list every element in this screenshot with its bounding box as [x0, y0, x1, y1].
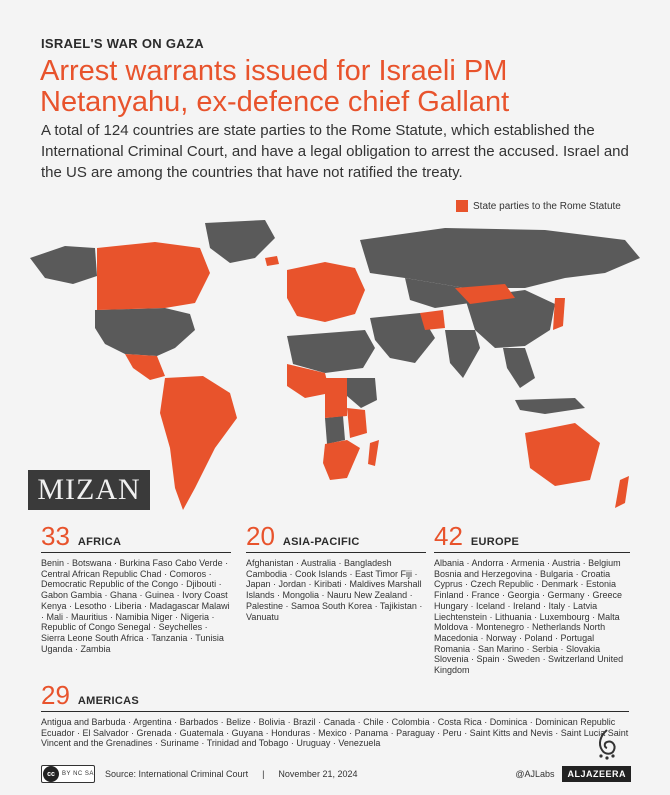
- europe: [287, 262, 365, 322]
- region-name: AFRICA: [77, 536, 122, 548]
- region-name: EUROPE: [470, 536, 520, 548]
- new-zealand: [615, 476, 629, 508]
- iceland: [265, 256, 279, 266]
- source-text: Source: International Criminal Court: [105, 769, 249, 779]
- east-africa: [347, 408, 367, 438]
- madagascar: [368, 440, 379, 466]
- alaska: [30, 246, 97, 284]
- separator: |: [262, 769, 265, 779]
- divider: [246, 552, 426, 553]
- aljazeera-logo-icon: [594, 728, 620, 762]
- divider: [434, 552, 630, 553]
- cc-license-text: BY NC SA: [62, 771, 94, 777]
- date-text: November 21, 2024: [278, 769, 358, 779]
- kicker: ISRAEL'S WAR ON GAZA: [41, 36, 204, 51]
- russia: [360, 228, 640, 288]
- region-count: 33: [41, 521, 70, 551]
- southeast-asia: [503, 348, 535, 388]
- divider: [41, 711, 629, 712]
- legend-label: State parties to the Rome Statute: [473, 200, 621, 212]
- cc-icon: cc: [43, 766, 59, 782]
- indonesia: [515, 398, 585, 414]
- mexico: [125, 354, 165, 380]
- canada: [97, 242, 210, 310]
- region-asia-pacific: [246, 523, 426, 622]
- region-africa: [41, 523, 231, 654]
- usa: [95, 308, 195, 356]
- creative-commons-badge: [41, 765, 95, 783]
- region-name: AMERICAS: [77, 695, 139, 707]
- region-name: ASIA-PACIFIC: [282, 536, 360, 548]
- region-europe: [434, 523, 630, 676]
- japan: [553, 298, 565, 330]
- subtitle: A total of 124 countries are state parties to the Rome Statute, which established the International Criminal Court, and have a legal obligation to arrest the accused. Israel and the US are among the countries that have not ratified the treaty.: [41, 122, 629, 181]
- region-count: 29: [41, 680, 70, 710]
- divider: [41, 552, 231, 553]
- south-america: [160, 376, 237, 510]
- country-list: Antigua and Barbuda · Argentina · Barbados · Belize · Bolivia · Brazil · Canada · Chile · Colombia · Costa Rica · Dominica · Dominican Republic Ecuador · El Salvador · Grenada · Guatemala · Guyana · Honduras · Mexico · Panama · Paraguay · Peru · Saint Kitts and Nevis · Saint Lucia Saint Vincent and the Grenadines · Suriname · Trinidad and Tobago · Uruguay · Venezuela: [41, 717, 629, 749]
- headline: Arrest warrants issued for Israeli PM Netanyahu, ex-defence chief Gallant: [40, 55, 510, 118]
- angola-region: [325, 416, 345, 444]
- region-count: 20: [246, 521, 275, 551]
- india: [445, 330, 480, 378]
- central-africa: [325, 378, 347, 418]
- legend-swatch: [456, 200, 468, 212]
- greenland: [205, 220, 275, 263]
- country-list: Afghanistan · Australia · Bangladesh Cambodia · Cook Islands · East Timor Fiji · Japan · Jordan · Kiribati · Maldives Marshall Islands · Mongolia · Nauru New Zealand · Palestine · Samoa South Korea · Tajikistan · Vanuatu: [246, 558, 423, 622]
- party-countries: [97, 242, 629, 510]
- country-list: Albania · Andorra · Armenia · Austria · Belgium Bosnia and Herzegovina · Bulgaria · Croatia Cyprus · Czech Republic · Denmark · Estonia Finland · France · Georgia · Germany · Greece Hungary · Iceland · Ireland · Italy · Latvia Liechtenstein · Lithuania · Luxembourg · Malta Moldova · Montenegro · Netherlands North Macedonia · Norway · Poland · Portugal Romania · San Marino · Serbia · Slovakia Slovenia · Spain · Sweden · Switzerland United Kingdom: [434, 558, 624, 676]
- mizan-watermark: MIZAN: [28, 470, 150, 510]
- australia: [525, 423, 600, 486]
- region-count: 42: [434, 521, 463, 551]
- footer: [41, 764, 631, 784]
- region-americas: [41, 682, 629, 749]
- aljazeera-wordmark: ALJAZEERA: [562, 766, 631, 782]
- map-legend: [456, 200, 621, 212]
- southern-africa: [323, 440, 360, 480]
- north-africa: [287, 330, 375, 373]
- ajlabs-handle: @AJLabs: [515, 769, 555, 779]
- country-list: Benin · Botswana · Burkina Faso Cabo Verde · Central African Republic Chad · Comoros · Democratic Republic of the Congo · Djibouti · Gabon Gambia · Ghana · Guinea · Ivory Coast Kenya · Lesotho · Liberia · Madagascar Malawi · Mali · Mauritius · Namibia Niger · Nigeria · Republic of Congo Senegal · Seychelles · Sierra Leone South Africa · Tanzania · Tunisia Uganda · Zambia: [41, 558, 230, 654]
- east-africa-horn: [347, 378, 377, 408]
